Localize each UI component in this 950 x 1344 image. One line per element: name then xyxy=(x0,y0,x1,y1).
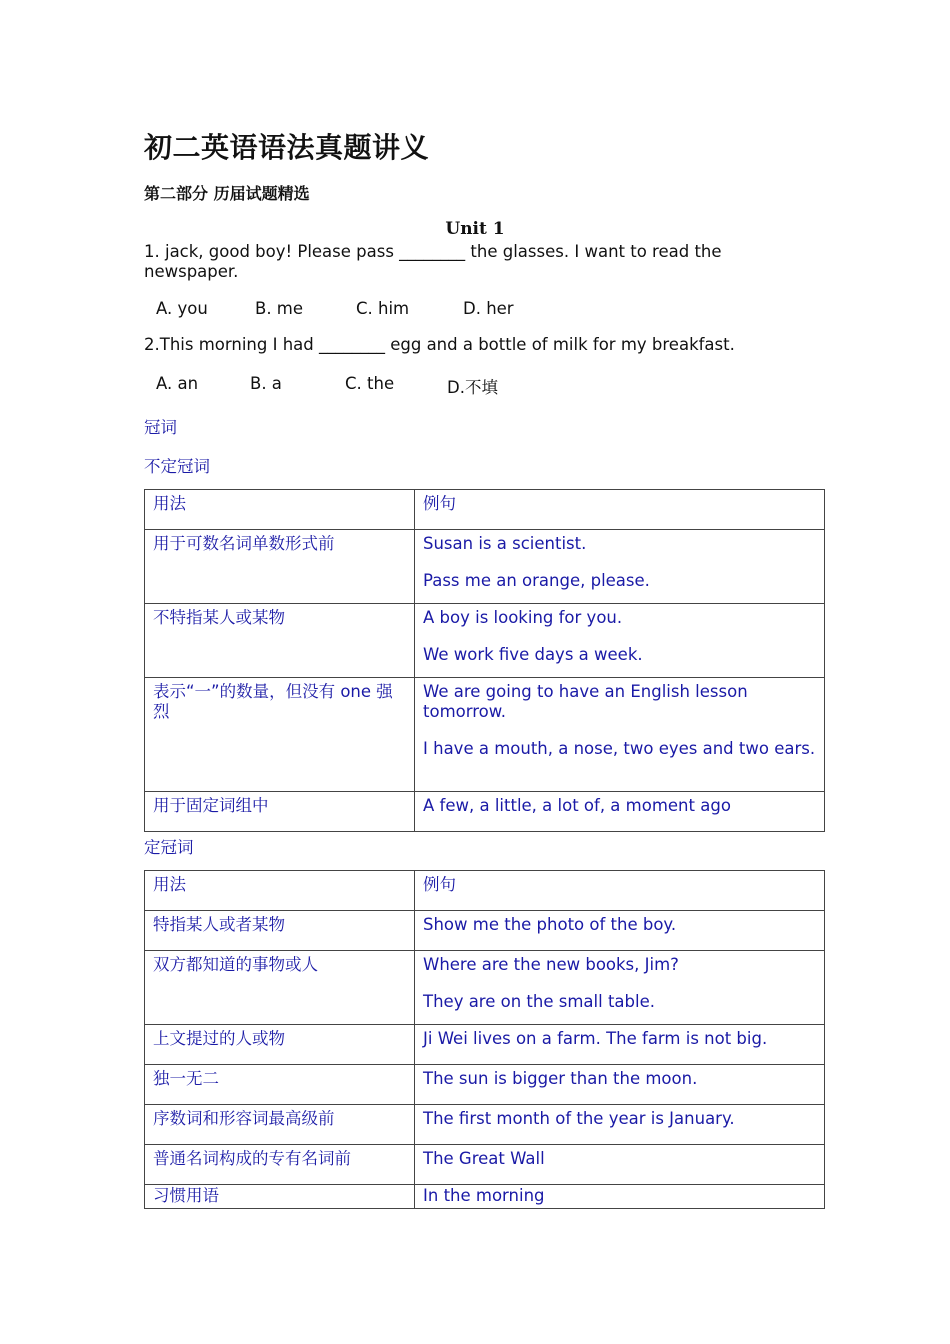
example-sentence: In the morning xyxy=(423,1186,545,1205)
example-cell xyxy=(415,951,825,1025)
example-sentence: The sun is bigger than the moon. xyxy=(423,1069,698,1088)
example-sentence: Pass me an orange, please. xyxy=(423,571,650,590)
usage-cell: 不特指某人或某物 xyxy=(145,604,415,678)
example-sentence: We are going to have an English lesson tomorrow. xyxy=(423,682,748,721)
definite-article-table xyxy=(144,870,825,1209)
example-sentence: The Great Wall xyxy=(423,1149,545,1168)
option-d: D.不填 xyxy=(447,378,498,397)
table-header-row xyxy=(145,490,825,530)
example-cell xyxy=(415,678,825,792)
table-row xyxy=(145,530,825,604)
header-usage: 用法 xyxy=(145,490,415,530)
table-row xyxy=(145,1145,825,1185)
articles-heading: 冠词 xyxy=(144,418,177,437)
table-header-row xyxy=(145,871,825,911)
example-sentence: Susan is a scientist. xyxy=(423,534,587,553)
usage-cell: 表示“一”的数量，但没有 one 强烈 xyxy=(145,678,415,792)
section-subtitle: 第二部分 历届试题精选 xyxy=(144,184,310,203)
usage-cell: 双方都知道的事物或人 xyxy=(145,951,415,1025)
example-cell xyxy=(415,1105,825,1145)
example-sentence: A boy is looking for you. xyxy=(423,608,623,627)
example-cell xyxy=(415,911,825,951)
unit-heading: Unit 1 xyxy=(445,219,505,239)
example-sentence: I have a mouth, a nose, two eyes and two ears. xyxy=(423,739,816,758)
table-row xyxy=(145,1105,825,1145)
usage-cell: 习惯用语 xyxy=(145,1185,415,1209)
table-row xyxy=(145,604,825,678)
option-a: A. you xyxy=(156,299,208,318)
question-1: 1. jack, good boy! Please pass ________ the glasses. I want to read the newspaper. xyxy=(144,242,722,281)
usage-cell: 上文提过的人或物 xyxy=(145,1025,415,1065)
page-title: 初二英语语法真题讲义 xyxy=(144,131,430,164)
option-a: A. an xyxy=(156,374,199,393)
table-row xyxy=(145,792,825,832)
table-row xyxy=(145,951,825,1025)
definite-article-heading: 定冠词 xyxy=(144,838,194,857)
usage-cell: 用于固定词组中 xyxy=(145,792,415,832)
usage-cell: 独一无二 xyxy=(145,1065,415,1105)
example-cell xyxy=(415,1145,825,1185)
example-cell xyxy=(415,1065,825,1105)
example-cell xyxy=(415,792,825,832)
example-cell xyxy=(415,530,825,604)
option-b: B. a xyxy=(250,374,282,393)
header-usage: 用法 xyxy=(145,871,415,911)
indefinite-article-heading: 不定冠词 xyxy=(144,457,210,476)
example-sentence: They are on the small table. xyxy=(423,992,655,1011)
usage-cell: 用于可数名词单数形式前 xyxy=(145,530,415,604)
usage-cell: 序数词和形容词最高级前 xyxy=(145,1105,415,1145)
table-row xyxy=(145,1025,825,1065)
example-sentence: Show me the photo of the boy. xyxy=(423,915,677,934)
example-cell xyxy=(415,604,825,678)
table-row xyxy=(145,1065,825,1105)
option-c: C. the xyxy=(345,374,395,393)
table-row xyxy=(145,911,825,951)
usage-cell: 普通名词构成的专有名词前 xyxy=(145,1145,415,1185)
option-b: B. me xyxy=(255,299,304,318)
table-row xyxy=(145,678,825,792)
usage-cell: 特指某人或者某物 xyxy=(145,911,415,951)
example-sentence: A few, a little, a lot of, a moment ago xyxy=(423,796,731,815)
table-row xyxy=(145,1185,825,1209)
example-sentence: The first month of the year is January. xyxy=(423,1109,735,1128)
option-d: D. her xyxy=(463,299,514,318)
example-sentence: Ji Wei lives on a farm. The farm is not big. xyxy=(423,1029,768,1048)
example-cell xyxy=(415,1025,825,1065)
example-cell xyxy=(415,1185,825,1209)
option-c: C. him xyxy=(356,299,410,318)
example-sentence: Where are the new books, Jim? xyxy=(423,955,679,974)
question-2: 2.This morning I had ________ egg and a bottle of milk for my breakfast. xyxy=(144,335,735,354)
header-example: 例句 xyxy=(415,490,825,530)
header-example: 例句 xyxy=(415,871,825,911)
indefinite-article-table xyxy=(144,489,825,832)
example-sentence: We work five days a week. xyxy=(423,645,643,664)
